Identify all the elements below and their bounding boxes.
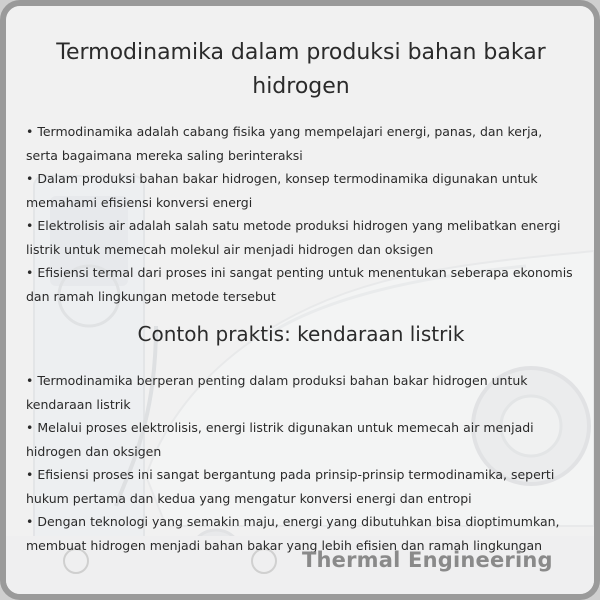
content-panel	[6, 6, 594, 594]
list-item: • Dalam produksi bahan bakar hidrogen, konsep termodinamika digunakan untuk memahami efisiensi konversi energi	[26, 171, 538, 210]
watermark-logo: Thermal Engineering	[302, 548, 553, 572]
list-item: • Elektrolisis air adalah salah satu metode produksi hidrogen yang melibatkan energi listrik untuk memecah molekul air menjadi hidrogen dan oksigen	[26, 218, 561, 257]
page-title: Termodinamika dalam produksi bahan bakar hidrogen	[56, 40, 546, 99]
list-item: • Termodinamika berperan penting dalam produksi bahan bakar hidrogen untuk kendaraan listrik	[26, 373, 528, 412]
list-item: • Efisiensi proses ini sangat bergantung pada prinsip-prinsip termodinamika, seperti hukum pertama dan kedua yang mengatur konversi energi dan entropi	[26, 467, 555, 506]
section1-bullet-list	[26, 120, 578, 308]
list-item: • Melalui proses elektrolisis, energi listrik digunakan untuk memecah air menjadi hidrogen dan oksigen	[26, 420, 534, 459]
list-item: • Dengan teknologi yang semakin maju, energi yang dibutuhkan bisa dioptimumkan, membuat hidrogen menjadi bahan bakar yang lebih efisien dan ramah lingkungan	[26, 514, 560, 553]
list-item: • Efisiensi termal dari proses ini sangat penting untuk menentukan seberapa ekonomis dan ramah lingkungan metode tersebut	[26, 265, 573, 304]
section-heading: Contoh praktis: kendaraan listrik	[137, 322, 465, 346]
list-item: • Termodinamika adalah cabang fisika yang mempelajari energi, panas, dan kerja, serta bagaimana mereka saling berinteraksi	[26, 124, 543, 163]
section2-bullet-list	[26, 369, 578, 557]
